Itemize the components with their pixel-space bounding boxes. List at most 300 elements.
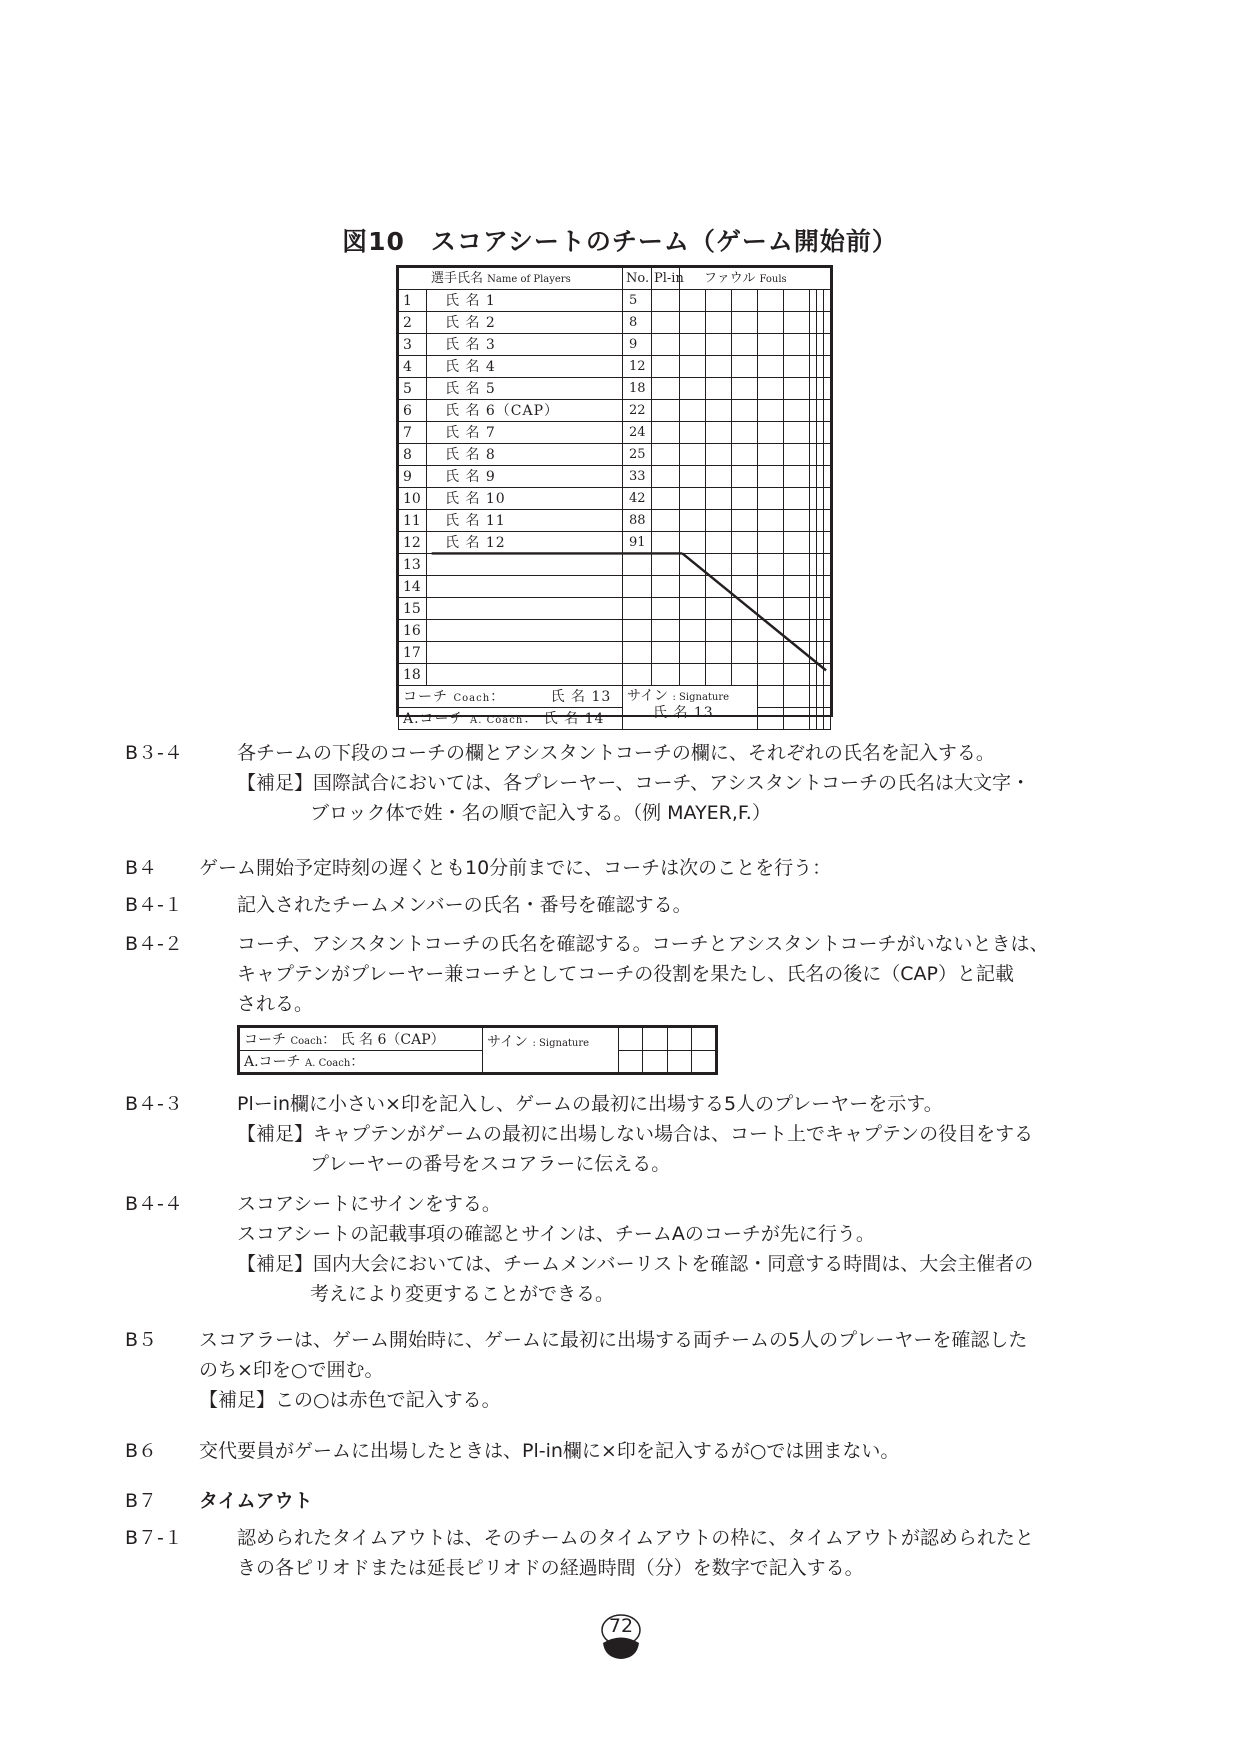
foul-cell [706, 664, 732, 686]
signature-box [784, 708, 810, 730]
player-name [427, 576, 623, 598]
foul-cell [810, 532, 817, 554]
foul-cell [706, 290, 732, 312]
paragraph-line: スコアシートの記載事項の確認とサインは、チームAのコーチが先に行う。 [237, 1223, 875, 1245]
assistant-example-cell: A.コーチ A. Coach： [240, 1050, 483, 1073]
foul-cell [784, 378, 810, 400]
paragraph-line: 認められたタイムアウトは、そのチームのタイムアウトの枠に、タイムアウトが認められたと [237, 1527, 1034, 1549]
foul-cell [810, 664, 817, 686]
signature-box [691, 1028, 715, 1051]
foul-cell [784, 466, 810, 488]
foul-cell [732, 510, 758, 532]
foul-cell [680, 576, 706, 598]
player-name: 氏 名 3 [427, 334, 623, 356]
foul-cell [706, 444, 732, 466]
score-sheet-header [399, 268, 831, 290]
player-name [427, 664, 623, 686]
player-row [399, 444, 831, 466]
section-code: B４-１ [125, 894, 183, 916]
paragraph-line: きの各ピリオドまたは延長ピリオドの経過時間（分）を数字で記入する。 [237, 1557, 864, 1579]
foul-cell [784, 422, 810, 444]
foul-cell [680, 532, 706, 554]
foul-cell [706, 400, 732, 422]
foul-cell [680, 444, 706, 466]
player-row [399, 312, 831, 334]
foul-cell [732, 532, 758, 554]
foul-cell [817, 554, 824, 576]
foul-cell [758, 290, 784, 312]
foul-cell [758, 554, 784, 576]
foul-cell [817, 356, 824, 378]
signature-box [824, 708, 831, 730]
foul-cell [784, 664, 810, 686]
foul-cell [758, 400, 784, 422]
foul-cell [706, 576, 732, 598]
player-name: 氏 名 11 [427, 510, 623, 532]
player-name: 氏 名 7 [427, 422, 623, 444]
foul-cell [817, 532, 824, 554]
player-row [399, 664, 831, 686]
foul-cell [680, 400, 706, 422]
foul-cell [817, 576, 824, 598]
coach-example-label: コーチ [244, 1031, 286, 1048]
player-number: 33 [623, 466, 652, 488]
player-number [623, 598, 652, 620]
player-row [399, 290, 831, 312]
player-index: 2 [399, 312, 427, 334]
foul-cell [810, 334, 817, 356]
foul-cell [784, 598, 810, 620]
player-index: 13 [399, 554, 427, 576]
foul-cell [810, 576, 817, 598]
player-index: 9 [399, 466, 427, 488]
player-number: 25 [623, 444, 652, 466]
plin-cell [652, 400, 680, 422]
player-row [399, 532, 831, 554]
plin-cell [652, 378, 680, 400]
player-row [399, 554, 831, 576]
player-number: 18 [623, 378, 652, 400]
no-header: No. [623, 268, 652, 290]
paragraph-line: ゲーム開始予定時刻の遅くとも10分前までに、コーチは次のことを行う： [199, 857, 832, 879]
signature-box [810, 686, 817, 708]
foul-cell [824, 620, 831, 642]
paragraph-line: のち×印を○で囲む。 [199, 1359, 384, 1381]
foul-cell [706, 554, 732, 576]
player-index: 10 [399, 488, 427, 510]
player-row [399, 466, 831, 488]
foul-cell [824, 356, 831, 378]
players-header-jp: 選手氏名 [431, 271, 484, 286]
player-number: 9 [623, 334, 652, 356]
foul-cell [817, 400, 824, 422]
player-row [399, 422, 831, 444]
plin-header: Pl-in [652, 268, 680, 290]
foul-cell [732, 378, 758, 400]
foul-cell [810, 598, 817, 620]
paragraph-line: 【補足】国内大会においては、チームメンバーリストを確認・同意する時間は、大会主催者の [237, 1253, 1034, 1275]
foul-cell [810, 620, 817, 642]
player-index: 12 [399, 532, 427, 554]
player-number: 22 [623, 400, 652, 422]
coach-example-box [237, 1025, 718, 1075]
paragraph-line: ブロック体で姓・名の順で記入する。（例 MAYER,F.） [310, 802, 771, 824]
player-name: 氏 名 4 [427, 356, 623, 378]
foul-cell [680, 554, 706, 576]
paragraph-line: 【補足】キャプテンがゲームの最初に出場しない場合は、コート上でキャプテンの役目をする [237, 1123, 1034, 1145]
foul-cell [810, 642, 817, 664]
foul-cell [732, 334, 758, 356]
foul-cell [824, 598, 831, 620]
foul-cell [810, 290, 817, 312]
plin-cell [652, 356, 680, 378]
foul-cell [732, 400, 758, 422]
foul-cell [817, 620, 824, 642]
foul-cell [758, 576, 784, 598]
player-name: 氏 名 9 [427, 466, 623, 488]
assistant-coach-row [399, 708, 831, 730]
foul-cell [732, 312, 758, 334]
plin-cell [652, 466, 680, 488]
signature-box [810, 708, 817, 730]
paragraph-line: スコアシートにサインをする。 [237, 1193, 501, 1215]
foul-cell [824, 532, 831, 554]
foul-cell [810, 378, 817, 400]
assistant-coach-label-en: A. Coach [470, 714, 524, 726]
player-index: 14 [399, 576, 427, 598]
foul-cell [824, 290, 831, 312]
foul-cell [732, 356, 758, 378]
player-index: 11 [399, 510, 427, 532]
player-number [623, 664, 652, 686]
player-name: 氏 名 12 [427, 532, 623, 554]
foul-cell [817, 378, 824, 400]
player-row [399, 598, 831, 620]
signature-box [817, 708, 824, 730]
coach-example-name: 氏 名 6（CAP） [340, 1031, 445, 1048]
foul-cell [824, 444, 831, 466]
section-code: B４-３ [125, 1093, 183, 1115]
player-name: 氏 名 5 [427, 378, 623, 400]
foul-cell [706, 532, 732, 554]
player-index: 18 [399, 664, 427, 686]
foul-cell [824, 576, 831, 598]
foul-cell [732, 290, 758, 312]
foul-cell [810, 422, 817, 444]
signature-box [667, 1050, 691, 1073]
paragraph-line: プレーヤーの番号をスコアラーに伝える。 [310, 1153, 671, 1175]
coach-cell: コーチ Coach： 氏 名 13 [399, 686, 623, 708]
foul-cell [784, 510, 810, 532]
section-code: B４-２ [125, 933, 183, 955]
foul-cell [758, 444, 784, 466]
foul-cell [758, 510, 784, 532]
section-code: B７ [125, 1490, 158, 1512]
foul-cell [810, 444, 817, 466]
coach-name: 氏 名 13 [550, 688, 612, 705]
player-number: 88 [623, 510, 652, 532]
foul-cell [817, 466, 824, 488]
players-header [399, 268, 623, 290]
foul-cell [680, 510, 706, 532]
section-code: B３-４ [125, 742, 183, 764]
player-number: 24 [623, 422, 652, 444]
player-index: 3 [399, 334, 427, 356]
player-name [427, 554, 623, 576]
foul-cell [732, 664, 758, 686]
plin-cell [652, 620, 680, 642]
signature-box [643, 1028, 667, 1051]
plin-cell [652, 444, 680, 466]
foul-cell [810, 356, 817, 378]
foul-cell [680, 598, 706, 620]
foul-cell [706, 312, 732, 334]
paragraph-line: コーチ、アシスタントコーチの氏名を確認する。コーチとアシスタントコーチがいないときは、 [237, 933, 1049, 955]
foul-cell [680, 312, 706, 334]
paragraph-line: 【補足】この○は赤色で記入する。 [199, 1389, 501, 1411]
foul-cell [732, 642, 758, 664]
signature-box [817, 686, 824, 708]
plin-cell [652, 642, 680, 664]
coach-example-signature-label: サイン [487, 1034, 529, 1050]
foul-cell [810, 554, 817, 576]
foul-cell [810, 488, 817, 510]
foul-cell [758, 378, 784, 400]
foul-cell [824, 312, 831, 334]
assistant-coach-cell: A.コーチ A. Coach： 氏 名 14 [399, 708, 623, 730]
player-index: 5 [399, 378, 427, 400]
foul-cell [680, 620, 706, 642]
signature-label-en: Signature [679, 692, 730, 703]
player-number: 91 [623, 532, 652, 554]
player-row [399, 334, 831, 356]
foul-cell [706, 378, 732, 400]
foul-cell [706, 642, 732, 664]
player-index: 6 [399, 400, 427, 422]
plin-cell [652, 554, 680, 576]
player-row [399, 576, 831, 598]
player-number: 12 [623, 356, 652, 378]
foul-cell [824, 400, 831, 422]
signature-box [619, 1028, 643, 1051]
foul-cell [784, 642, 810, 664]
plin-cell [652, 598, 680, 620]
foul-cell [758, 532, 784, 554]
foul-cell [758, 620, 784, 642]
coach-example-label-en: Coach [290, 1035, 323, 1047]
player-name: 氏 名 10 [427, 488, 623, 510]
player-index: 16 [399, 620, 427, 642]
foul-cell [784, 488, 810, 510]
player-number [623, 576, 652, 598]
foul-cell [817, 488, 824, 510]
foul-cell [758, 422, 784, 444]
paragraph-line: 記入されたチームメンバーの氏名・番号を確認する。 [237, 894, 692, 916]
player-number: 8 [623, 312, 652, 334]
foul-cell [824, 378, 831, 400]
foul-cell [758, 334, 784, 356]
foul-cell [824, 642, 831, 664]
paragraph-line: スコアラーは、ゲーム開始時に、ゲームに最初に出場する両チームの5人のプレーヤーを確認した [199, 1329, 1028, 1351]
foul-cell [784, 532, 810, 554]
foul-cell [824, 466, 831, 488]
foul-cell [706, 598, 732, 620]
player-name: 氏 名 6（CAP） [427, 400, 623, 422]
signature-cell: サイン : Signature 氏 名 13 [623, 686, 758, 730]
foul-cell [817, 642, 824, 664]
fouls-header-jp: ファウル [704, 271, 756, 286]
foul-cell [706, 422, 732, 444]
player-name: 氏 名 2 [427, 312, 623, 334]
coach-row [399, 686, 831, 708]
player-row [399, 620, 831, 642]
signature-label: サイン [627, 688, 669, 704]
plin-cell [652, 488, 680, 510]
foul-cell [680, 290, 706, 312]
section-code: B７-１ [125, 1527, 183, 1549]
foul-cell [817, 334, 824, 356]
coach-example-signature-en: Signature [539, 1038, 590, 1049]
foul-cell [824, 422, 831, 444]
foul-cell [810, 466, 817, 488]
foul-cell [784, 400, 810, 422]
foul-cell [784, 444, 810, 466]
foul-cell [758, 642, 784, 664]
plin-cell [652, 532, 680, 554]
foul-cell [680, 664, 706, 686]
player-index: 1 [399, 290, 427, 312]
foul-cell [758, 664, 784, 686]
foul-cell [680, 422, 706, 444]
signature-name: 氏 名 13 [653, 705, 714, 721]
player-index: 15 [399, 598, 427, 620]
paragraph-line: 各チームの下段のコーチの欄とアシスタントコーチの欄に、それぞれの氏名を記入する。 [237, 742, 995, 764]
paragraph-line: 交代要員がゲームに出場したときは、Pl-in欄に×印を記入するが○では囲まない。 [199, 1440, 900, 1462]
foul-cell [824, 334, 831, 356]
player-row [399, 642, 831, 664]
foul-cell [758, 488, 784, 510]
foul-cell [732, 444, 758, 466]
foul-cell [706, 356, 732, 378]
foul-cell [680, 356, 706, 378]
player-number [623, 642, 652, 664]
player-row [399, 378, 831, 400]
foul-cell [758, 466, 784, 488]
foul-cell [680, 334, 706, 356]
foul-cell [817, 422, 824, 444]
foul-cell [732, 576, 758, 598]
player-name [427, 620, 623, 642]
player-number [623, 620, 652, 642]
foul-cell [732, 598, 758, 620]
plin-cell [652, 576, 680, 598]
coach-example-row [240, 1028, 716, 1051]
foul-cell [706, 620, 732, 642]
foul-cell [824, 554, 831, 576]
foul-cell [784, 554, 810, 576]
foul-cell [784, 290, 810, 312]
foul-cell [824, 488, 831, 510]
player-name [427, 598, 623, 620]
foul-cell [732, 620, 758, 642]
foul-cell [680, 642, 706, 664]
section-heading: タイムアウト [199, 1490, 313, 1512]
foul-cell [706, 510, 732, 532]
foul-cell [810, 312, 817, 334]
foul-cell [784, 334, 810, 356]
assistant-example-label-en: A. Coach [305, 1058, 351, 1070]
foul-cell [817, 290, 824, 312]
player-name: 氏 名 8 [427, 444, 623, 466]
foul-cell [784, 356, 810, 378]
assistant-example-row [240, 1050, 716, 1073]
signature-box [667, 1028, 691, 1051]
foul-cell [817, 510, 824, 532]
fouls-header [680, 268, 831, 290]
foul-cell [680, 488, 706, 510]
section-code: B４-４ [125, 1193, 183, 1215]
foul-cell [732, 488, 758, 510]
plin-cell [652, 510, 680, 532]
signature-box [758, 686, 784, 708]
player-number [623, 554, 652, 576]
player-index: 7 [399, 422, 427, 444]
signature-box [784, 686, 810, 708]
assistant-coach-name: 氏 名 14 [543, 710, 605, 727]
foul-cell [817, 444, 824, 466]
paragraph-line: Plーin欄に小さい×印を記入し、ゲームの最初に出場する5人のプレーヤーを示す。 [237, 1093, 943, 1115]
player-row [399, 510, 831, 532]
player-index: 4 [399, 356, 427, 378]
player-name [427, 642, 623, 664]
score-sheet-figure [396, 265, 833, 727]
foul-cell [810, 510, 817, 532]
foul-cell [758, 312, 784, 334]
foul-cell [732, 466, 758, 488]
foul-cell [817, 598, 824, 620]
coach-label-en: Coach [453, 692, 491, 704]
foul-cell [706, 334, 732, 356]
foul-cell [758, 598, 784, 620]
foul-cell [784, 312, 810, 334]
foul-cell [680, 378, 706, 400]
signature-box [824, 686, 831, 708]
foul-cell [732, 422, 758, 444]
signature-box [619, 1050, 643, 1073]
player-name: 氏 名 1 [427, 290, 623, 312]
foul-cell [680, 466, 706, 488]
plin-cell [652, 290, 680, 312]
foul-cell [824, 664, 831, 686]
foul-cell [817, 312, 824, 334]
foul-cell [758, 356, 784, 378]
fouls-header-en: Fouls [759, 274, 787, 285]
foul-cell [810, 400, 817, 422]
coach-label: コーチ [403, 688, 448, 705]
player-row [399, 488, 831, 510]
plin-cell [652, 422, 680, 444]
signature-box [643, 1050, 667, 1073]
plin-cell [652, 334, 680, 356]
player-index: 17 [399, 642, 427, 664]
signature-box [691, 1050, 715, 1073]
foul-cell [784, 620, 810, 642]
section-code: B４ [125, 857, 158, 879]
foul-cell [732, 554, 758, 576]
player-number: 5 [623, 290, 652, 312]
foul-cell [817, 664, 824, 686]
player-number: 42 [623, 488, 652, 510]
